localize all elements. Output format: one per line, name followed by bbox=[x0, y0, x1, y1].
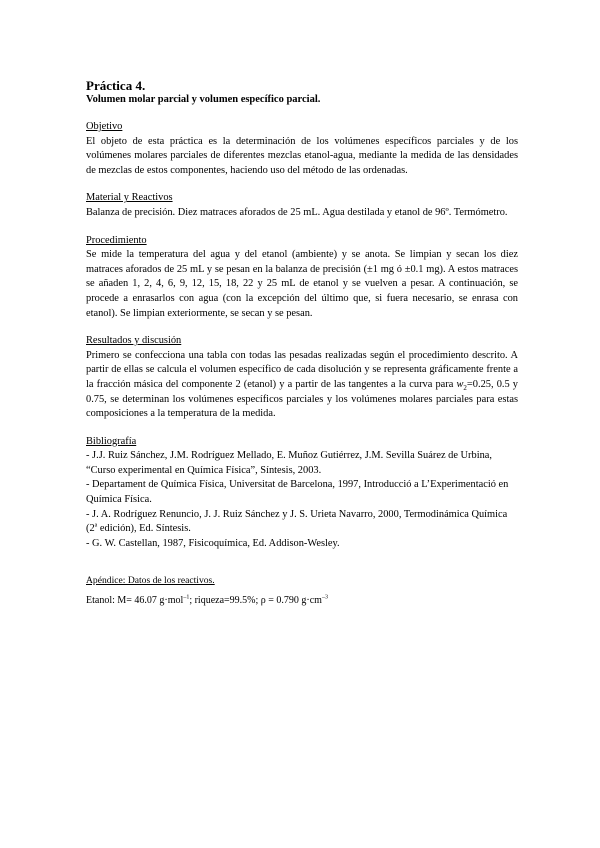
page-title: Práctica 4. bbox=[86, 78, 146, 93]
section-heading: Objetivo bbox=[86, 121, 123, 132]
section-heading: Procedimiento bbox=[86, 234, 147, 246]
superscript: –3 bbox=[321, 594, 328, 601]
section-material bbox=[86, 191, 518, 220]
appendix-line bbox=[86, 594, 518, 609]
superscript: –1 bbox=[183, 594, 190, 601]
bibliography-entry-text: - J. A. Rodríguez Renuncio, J. J. Ruiz Sánchez y J. S. Urieta Navarro, 2000, Termodinámica Química (2 bbox=[86, 508, 508, 535]
superscript: a bbox=[94, 522, 98, 529]
section-resultados bbox=[86, 334, 518, 422]
bibliography-entry: - G. W. Castellan, 1987, Fisicoquímica, Ed. Addison-Wesley. bbox=[86, 537, 340, 549]
bibliography-entry: - Departament de Química Física, Universitat de Barcelona, 1997, Introducció a L’Experimentació en Química Física. bbox=[86, 479, 509, 506]
results-text-before: Primero se confecciona una tabla con todas las pesadas realizadas según el procedimiento descrito. A partir de ellas se calcula el volumen específico de cada disolución y se representa gráficamente frente a la fracción másica del componente 2 (etanol) y a partir de las tangentes a la curva para bbox=[86, 349, 518, 390]
section-apendice bbox=[86, 574, 518, 608]
section-text bbox=[86, 349, 518, 422]
bibliography-entry: - J.J. Ruiz Sánchez, J.M. Rodríguez Mellado, E. Muñoz Gutiérrez, J.M. Sevilla Suárez de Urbina, “Curso experimental en Química Física”, Síntesis, 2003. bbox=[86, 450, 493, 476]
w-symbol: w bbox=[456, 378, 464, 390]
section-text: Se mide la temperatura del agua y del etanol (ambiente) y se anota. Se limpian y secan los diez matraces aforados de 25 mL y se pesan en la balanza de precisión (±1 mg ó ±0.1 mg). A estos matraces se añaden 1, 2, 4, 6, 9, 12, 15, 18, 22 y 25 mL de etanol y se vuelven a pesar. A continuación, se procede a enrasarlos con agua (con la excepción del último que, si fuera necesario, se enrasa con etanol). Se limpian exteriormente, se secan y se pesan. bbox=[86, 249, 518, 319]
section-heading: Material y Reactivos bbox=[86, 192, 173, 204]
section-text: El objeto de esta práctica es la determinación de los volúmenes específicos parciales y de los volúmenes molares parciales de diferentes mezclas etanol-agua, mediante la medida de las densidades de mezclas de estos componentes, haciendo uso del método de las ordenadas. bbox=[86, 135, 518, 176]
section-text: Balanza de precisión. Diez matraces aforados de 25 mL. Agua destilada y etanol de 96º. Termómetro. bbox=[86, 206, 508, 218]
results-text-after: =0.25, 0.5 y 0.75, se determinan los volúmenes específicos parciales y los volúmenes molares parciales para estas composiciones a la temperatura de la medida. bbox=[86, 378, 518, 420]
bibliography-entry-text: edición), Ed. Síntesis. bbox=[97, 523, 191, 535]
w-subscript: 2 bbox=[463, 383, 467, 392]
section-heading: Bibliografía bbox=[86, 435, 137, 447]
section-procedimiento bbox=[86, 234, 518, 322]
appendix-heading: Apéndice: Datos de los reactivos. bbox=[86, 575, 215, 587]
appendix-text: ; riqueza=99.5%; ρ = 0.790 g·cm bbox=[189, 595, 322, 607]
document-body bbox=[86, 78, 518, 609]
bibliography-entry bbox=[86, 508, 518, 537]
section-objetivo bbox=[86, 120, 518, 178]
section-heading: Resultados y discusión bbox=[86, 335, 182, 347]
appendix-text: Etanol: M= 46.07 g·mol bbox=[86, 595, 184, 607]
section-bibliografia bbox=[86, 435, 518, 552]
spacer bbox=[86, 551, 518, 574]
page-subtitle: Volumen molar parcial y volumen específico parcial. bbox=[86, 94, 321, 105]
